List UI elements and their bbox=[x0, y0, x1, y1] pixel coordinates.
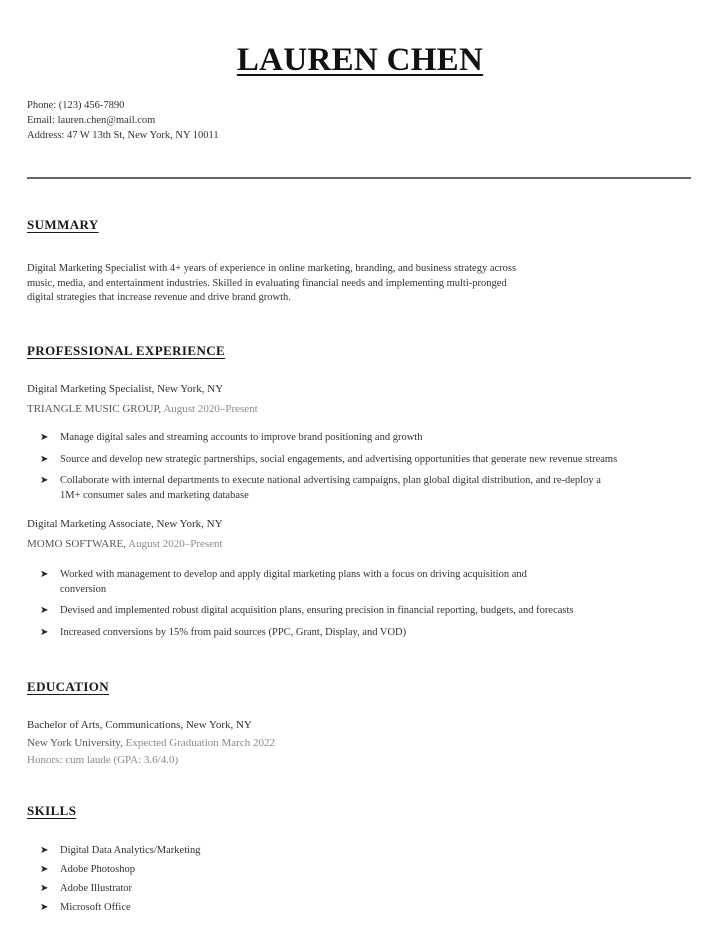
bullet-text: Devised and implemented robust digital acquisition plans, ensuring precision in financial reporting, budgets, and forecasts bbox=[60, 605, 574, 616]
job-title: Digital Marketing Specialist, New York, NY bbox=[27, 383, 224, 395]
bullet-text: Worked with management to develop and apply digital marketing plans with a focus on driving acquisition and bbox=[60, 569, 527, 580]
list-item bbox=[40, 568, 700, 597]
summary-line: Digital Marketing Specialist with 4+ years of experience in online marketing, branding, and business strategy across bbox=[27, 263, 517, 274]
job-title: Digital Marketing Associate, New York, NY bbox=[27, 518, 223, 530]
job-dates: August 2020–Present bbox=[163, 403, 258, 415]
arrowhead-icon: ➤ bbox=[40, 902, 49, 913]
arrowhead-icon: ➤ bbox=[40, 475, 49, 486]
bullet-text: Source and develop new strategic partnerships, social engagements, and advertising opportunities that generate new revenue streams bbox=[60, 453, 618, 465]
skills-list bbox=[40, 844, 700, 916]
company-name: TRIANGLE MUSIC GROUP, bbox=[27, 403, 162, 415]
bullet-text: 1M+ consumer sales and marketing database bbox=[60, 489, 249, 501]
arrowhead-icon: ➤ bbox=[40, 864, 49, 875]
header-divider bbox=[27, 177, 691, 179]
experience-heading: PROFESSIONAL EXPERIENCE bbox=[27, 343, 226, 358]
job-dates: August 2020–Present bbox=[128, 538, 223, 550]
list-item bbox=[40, 901, 700, 916]
summary-line: music, media, and entertainment industries. Skilled in evaluating financial needs and implementing multi-pronged bbox=[27, 277, 507, 289]
list-item bbox=[40, 453, 700, 468]
graduation-date: Expected Graduation March 2022 bbox=[125, 737, 275, 749]
list-item bbox=[40, 844, 700, 859]
list-item bbox=[40, 604, 700, 619]
skill-text: Microsoft Office bbox=[60, 902, 131, 913]
phone-line: Phone: (123) 456-7890 bbox=[27, 100, 125, 111]
applicant-name bbox=[0, 42, 720, 79]
arrowhead-icon: ➤ bbox=[40, 453, 49, 465]
skill-text: Adobe Photoshop bbox=[60, 864, 135, 875]
skill-text: Digital Data Analytics/Marketing bbox=[60, 845, 201, 856]
contact-block bbox=[27, 98, 219, 143]
list-item bbox=[40, 474, 700, 503]
school-name: New York University, bbox=[27, 737, 123, 749]
summary-line: digital strategies that increase revenue and drive brand growth. bbox=[27, 292, 291, 303]
arrowhead-icon: ➤ bbox=[40, 569, 49, 580]
list-item bbox=[40, 863, 700, 878]
honors-line: Honors: cum laude (GPA: 3.6/4.0) bbox=[27, 754, 179, 766]
job-bullets bbox=[40, 568, 700, 640]
arrowhead-icon: ➤ bbox=[40, 626, 49, 638]
company-name: MOMO SOFTWARE, bbox=[27, 538, 127, 550]
arrowhead-icon: ➤ bbox=[40, 605, 49, 616]
list-item bbox=[40, 626, 700, 641]
summary-paragraph bbox=[27, 262, 597, 306]
degree-line: Bachelor of Arts, Communications, New York, NY bbox=[27, 719, 252, 731]
company-line bbox=[27, 538, 223, 550]
bullet-text: Collaborate with internal departments to execute national advertising campaigns, plan global digital distribution, and re-deploy a bbox=[60, 475, 601, 486]
address-line: Address: 47 W 13th St, New York, NY 10011 bbox=[27, 130, 219, 141]
company-line bbox=[27, 403, 258, 415]
skill-text: Adobe Illustrator bbox=[60, 883, 133, 894]
arrowhead-icon: ➤ bbox=[40, 432, 49, 443]
list-item bbox=[40, 431, 700, 446]
arrowhead-icon: ➤ bbox=[40, 845, 49, 856]
skills-heading: SKILLS bbox=[27, 803, 77, 818]
job-bullets bbox=[40, 431, 700, 503]
bullet-text: Manage digital sales and streaming accounts to improve brand positioning and growth bbox=[60, 432, 423, 443]
bullet-text: Increased conversions by 15% from paid sources (PPC, Grant, Display, and VOD) bbox=[60, 626, 407, 638]
education-heading: EDUCATION bbox=[27, 679, 110, 694]
arrowhead-icon: ➤ bbox=[40, 883, 49, 894]
bullet-text: conversion bbox=[60, 583, 107, 595]
applicant-name-text: LAUREN CHEN bbox=[236, 42, 484, 78]
email-line: Email: lauren.chen@mail.com bbox=[27, 115, 156, 126]
list-item bbox=[40, 882, 700, 897]
school-line bbox=[27, 737, 275, 749]
summary-heading: SUMMARY bbox=[27, 217, 99, 232]
